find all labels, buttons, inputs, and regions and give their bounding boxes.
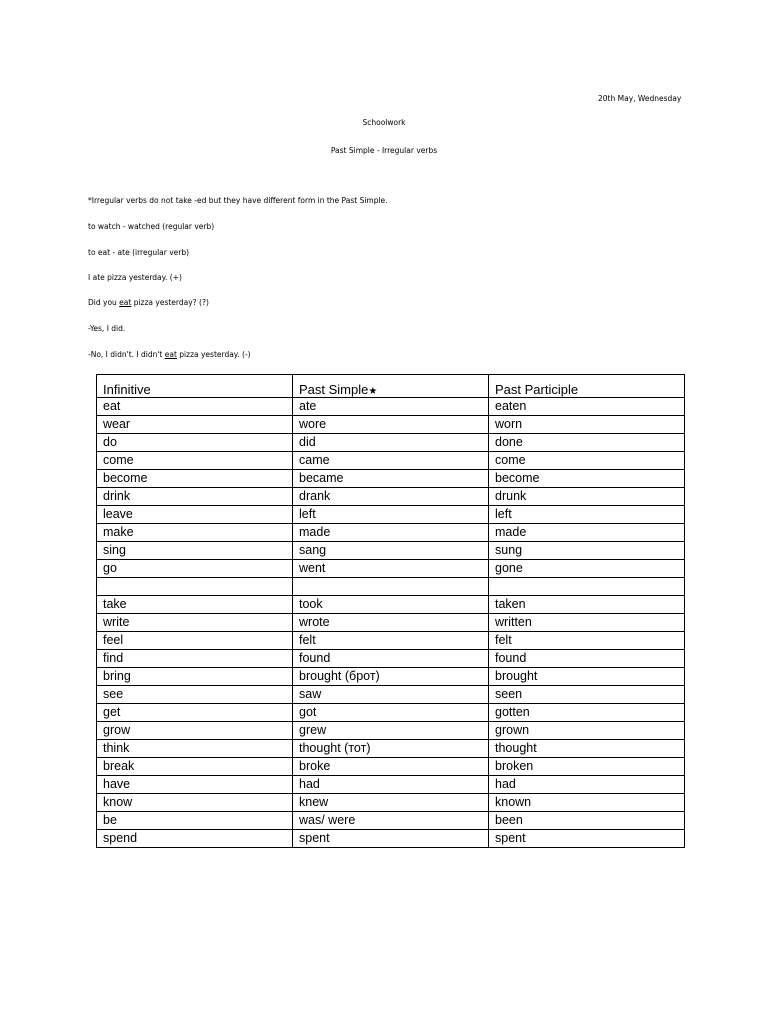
table-row [97,398,685,416]
infinitive-cell: wear [97,416,293,434]
past-simple-cell: grew [293,722,489,740]
past-participle-cell: found [489,650,685,668]
past-participle-cell: eaten [489,398,685,416]
table-row [97,812,685,830]
infinitive-cell: do [97,434,293,452]
table-row [97,830,685,848]
table-row [97,776,685,794]
past-simple-cell: spent [293,830,489,848]
past-simple-cell [293,578,489,596]
table-row [97,416,685,434]
infinitive-cell: spend [97,830,293,848]
infinitive-cell: feel [97,632,293,650]
infinitive-cell: become [97,470,293,488]
past-participle-cell: been [489,812,685,830]
note-short-answer-yes: -Yes, I did. [88,324,126,333]
table-row [97,470,685,488]
table-row [97,794,685,812]
note-text: Did you [88,298,120,307]
table-row [97,452,685,470]
infinitive-cell: come [97,452,293,470]
past-simple-cell: did [293,434,489,452]
infinitive-cell: know [97,794,293,812]
note-positive-sentence: I ate pizza yesterday. (+) [88,273,182,282]
underlined-verb: eat [164,350,177,359]
past-simple-cell: went [293,560,489,578]
past-participle-cell: gotten [489,704,685,722]
past-simple-cell: knew [293,794,489,812]
infinitive-cell: write [97,614,293,632]
infinitive-cell: take [97,596,293,614]
irregular-verbs-table [96,374,685,848]
infinitive-cell: eat [97,398,293,416]
table-row [97,488,685,506]
past-participle-cell [489,578,685,596]
infinitive-cell: get [97,704,293,722]
past-participle-cell: broken [489,758,685,776]
note-text: pizza yesterday. (-) [176,350,251,359]
infinitive-cell: sing [97,542,293,560]
past-participle-cell: gone [489,560,685,578]
past-simple-label: Past Simple [299,382,369,397]
past-participle-cell: become [489,470,685,488]
table-header-row [97,375,685,398]
column-header-past-participle: Past Participle [489,375,685,398]
document-title: Schoolwork [362,118,406,127]
past-participle-cell: thought [489,740,685,758]
star-icon: ★ [368,386,378,397]
past-participle-cell: brought [489,668,685,686]
table-row [97,686,685,704]
past-simple-cell: broke [293,758,489,776]
past-simple-cell: brought (брот) [293,668,489,686]
past-participle-cell: done [489,434,685,452]
past-participle-cell: made [489,524,685,542]
past-simple-cell: was/ were [293,812,489,830]
infinitive-cell: grow [97,722,293,740]
infinitive-cell: make [97,524,293,542]
past-participle-cell: seen [489,686,685,704]
past-simple-cell: ate [293,398,489,416]
infinitive-cell: leave [97,506,293,524]
past-participle-cell: spent [489,830,685,848]
note-question-sentence [88,298,209,308]
table-row [97,542,685,560]
table-row [97,704,685,722]
note-irregular-example: to eat - ate (irregular verb) [88,248,190,257]
past-simple-cell: felt [293,632,489,650]
past-participle-cell: known [489,794,685,812]
infinitive-cell: find [97,650,293,668]
past-participle-cell: drunk [489,488,685,506]
past-participle-cell: sung [489,542,685,560]
note-negative-sentence [88,350,251,360]
column-header-past-simple [293,375,489,398]
past-simple-cell: saw [293,686,489,704]
past-participle-cell: had [489,776,685,794]
table-row [97,560,685,578]
table-row [97,668,685,686]
infinitive-cell: drink [97,488,293,506]
table-row [97,614,685,632]
infinitive-cell: bring [97,668,293,686]
table-row [97,758,685,776]
past-participle-cell: grown [489,722,685,740]
infinitive-cell: be [97,812,293,830]
past-simple-cell: had [293,776,489,794]
table-row [97,506,685,524]
past-participle-cell: worn [489,416,685,434]
note-irregular-definition: *Irregular verbs do not take -ed but they have different form in the Past Simple. [88,196,388,205]
past-simple-cell: came [293,452,489,470]
past-simple-cell: sang [293,542,489,560]
past-simple-cell: found [293,650,489,668]
table-row [97,434,685,452]
table-row [97,632,685,650]
document-date: 20th May, Wednesday [598,94,682,103]
past-simple-cell: took [293,596,489,614]
past-simple-cell: left [293,506,489,524]
past-simple-cell: thought (тот) [293,740,489,758]
underlined-verb: eat [119,298,132,307]
table-row [97,596,685,614]
past-participle-cell: come [489,452,685,470]
document-subtitle: Past Simple - Irregular verbs [330,146,438,155]
past-simple-cell: became [293,470,489,488]
table-row [97,740,685,758]
past-participle-cell: taken [489,596,685,614]
infinitive-cell: see [97,686,293,704]
note-text: -No, I didn't. I didn't [88,350,165,359]
past-simple-cell: wrote [293,614,489,632]
infinitive-cell [97,578,293,596]
past-simple-cell: drank [293,488,489,506]
infinitive-cell: break [97,758,293,776]
past-simple-cell: made [293,524,489,542]
infinitive-cell: go [97,560,293,578]
table-row [97,722,685,740]
column-header-infinitive: Infinitive [97,375,293,398]
infinitive-cell: think [97,740,293,758]
table-row [97,524,685,542]
table-row [97,578,685,596]
past-simple-cell: got [293,704,489,722]
note-regular-example: to watch - watched (regular verb) [88,222,215,231]
note-text: pizza yesterday? (?) [131,298,209,307]
past-participle-cell: felt [489,632,685,650]
past-participle-cell: written [489,614,685,632]
infinitive-cell: have [97,776,293,794]
past-participle-cell: left [489,506,685,524]
table-row [97,650,685,668]
past-simple-cell: wore [293,416,489,434]
